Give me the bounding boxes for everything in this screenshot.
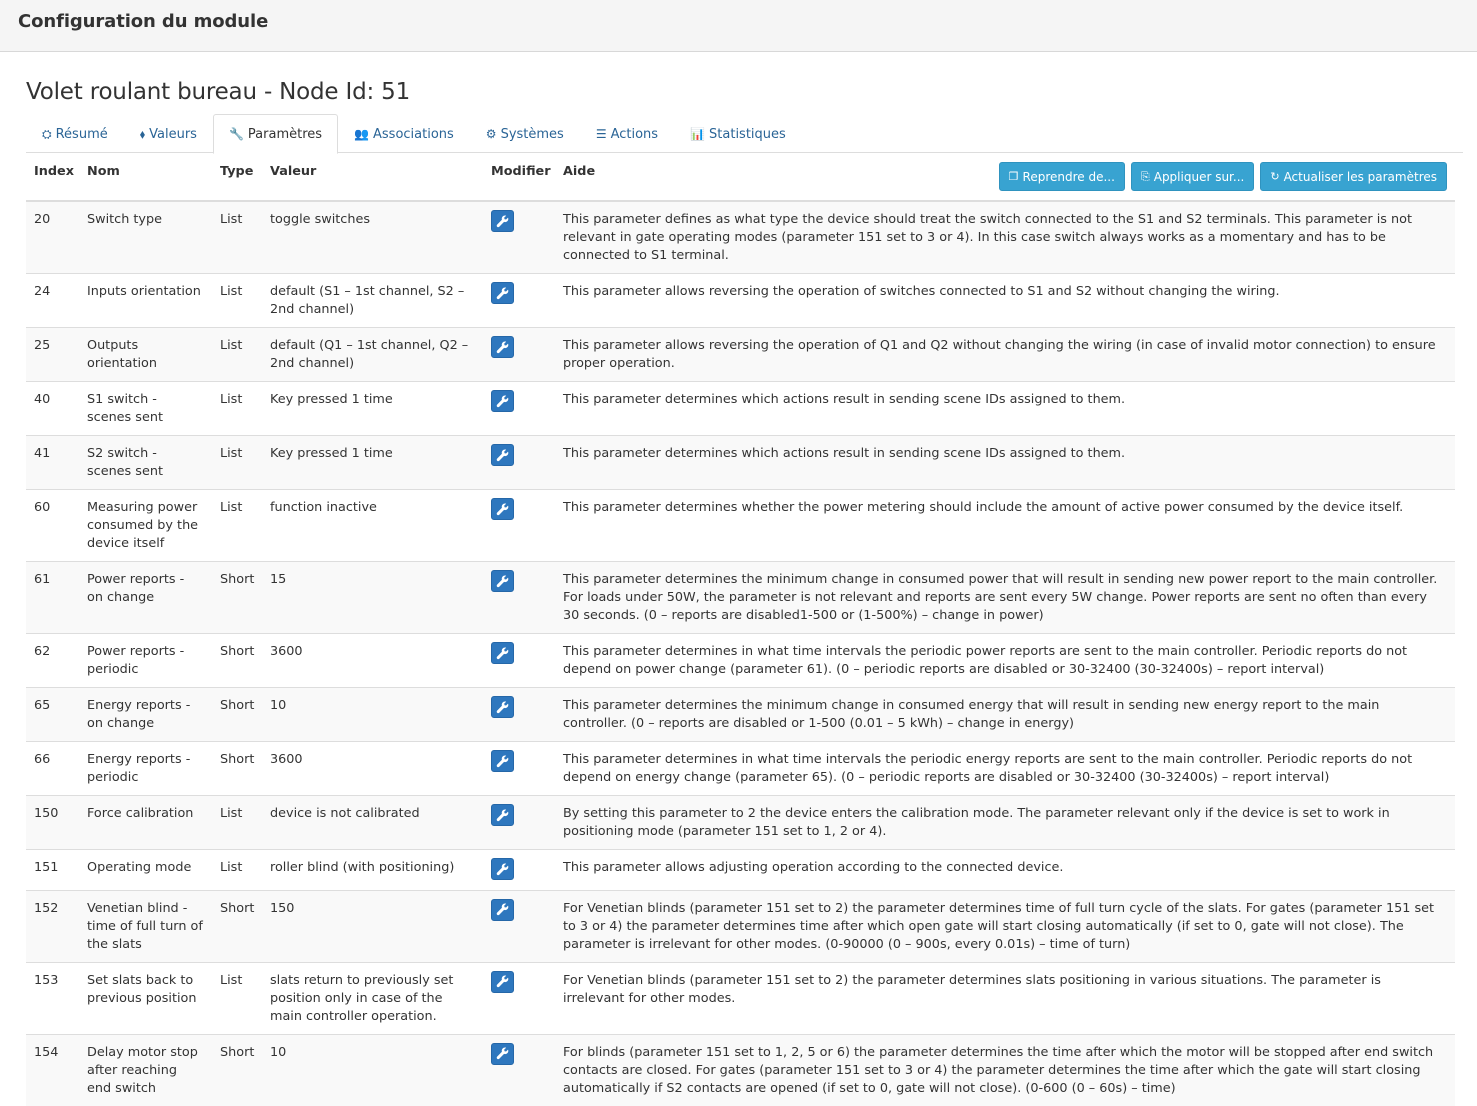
cell-help: For Venetian blinds (parameter 151 set to 2) the parameter determines time of full turn cycle of the slats. For gates (parameter 151 set to 3 or 4) the parameter determines time after which open gate will start closing automatically (if set to 0, gate will not close). The parameter is irrelevant for other modes. (0-90000 (0 – 900s, every 0.01s) – time of turn) [555, 890, 1455, 962]
cell-type: Short [212, 634, 262, 688]
dashboard-icon: ⛭ [42, 126, 52, 141]
wrench-icon [496, 701, 509, 714]
copy-icon: ❐ [1008, 169, 1019, 183]
wrench-icon [496, 287, 509, 300]
table-row [26, 634, 1455, 688]
cell-index: 62 [26, 634, 79, 688]
edit-parameter-button[interactable] [491, 1043, 514, 1065]
wrench-icon [496, 647, 509, 660]
bar-chart-icon: 📊 [690, 127, 706, 141]
cell-type: Short [212, 1034, 262, 1106]
edit-parameter-button[interactable] [491, 210, 514, 232]
cell-value: device is not calibrated [262, 796, 483, 850]
cell-help: This parameter determines which actions result in sending scene IDs assigned to them. [555, 436, 1455, 490]
cell-help: This parameter allows adjusting operation according to the connected device. [555, 850, 1455, 891]
cell-value: roller blind (with positioning) [262, 850, 483, 891]
table-row [26, 562, 1455, 634]
tab-label: Paramètres [247, 126, 323, 142]
wrench-icon [496, 395, 509, 408]
cell-index: 66 [26, 742, 79, 796]
cell-modify [483, 688, 555, 742]
cell-index: 153 [26, 962, 79, 1034]
cell-value: 10 [262, 1034, 483, 1106]
header-help [555, 153, 1455, 201]
cell-help: This parameter determines in what time intervals the periodic energy reports are sent to the main controller. Periodic reports do not depend on energy change (parameter 65). (0 – periodic reports are disabled or 30-32400 (30-32400s) – report interval) [555, 742, 1455, 796]
copy-from-button[interactable] [999, 162, 1125, 191]
table-row [26, 328, 1455, 382]
cell-type: List [212, 490, 262, 562]
cell-help: This parameter determines in what time intervals the periodic power reports are sent to the main controller. Periodic reports do not depend on power change (parameter 61). (0 – periodic reports are disabled or 30-32400 (30-32400s) – report interval) [555, 634, 1455, 688]
wrench-icon: 🔧 [228, 127, 244, 141]
cell-name: Outputs orientation [79, 328, 212, 382]
cell-name: Venetian blind - time of full turn of the slats [79, 890, 212, 962]
cell-index: 152 [26, 890, 79, 962]
table-header-row [26, 153, 1455, 201]
edit-parameter-button[interactable] [491, 390, 514, 412]
cell-value: 15 [262, 562, 483, 634]
cell-name: Measuring power consumed by the device itself [79, 490, 212, 562]
table-row [26, 742, 1455, 796]
wrench-icon [496, 903, 509, 916]
cell-modify [483, 562, 555, 634]
table-row [26, 274, 1455, 328]
cell-modify [483, 382, 555, 436]
edit-parameter-button[interactable] [491, 282, 514, 304]
wrench-icon [496, 341, 509, 354]
tab-label: Actions [610, 126, 659, 142]
cell-help: By setting this parameter to 2 the device enters the calibration mode. The parameter relevant only if the device is set to work in positioning mode (parameter 151 set to 1, 2 or 4). [555, 796, 1455, 850]
cell-type: List [212, 796, 262, 850]
tab-label: Associations [373, 126, 454, 142]
edit-parameter-button[interactable] [491, 444, 514, 466]
header-value: Valeur [262, 153, 483, 201]
cell-index: 24 [26, 274, 79, 328]
cell-type: Short [212, 742, 262, 796]
copy-from-label: Reprendre de... [1022, 169, 1115, 184]
cell-index: 25 [26, 328, 79, 382]
table-row [26, 382, 1455, 436]
wrench-icon [496, 215, 509, 228]
header-type: Type [212, 153, 262, 201]
cell-modify [483, 890, 555, 962]
cell-index: 65 [26, 688, 79, 742]
tab-label: Résumé [55, 126, 108, 142]
tab-sliders[interactable] [580, 114, 674, 153]
cell-help: This parameter determines the minimum change in consumed energy that will result in sending new energy report to the main controller. (0 – reports are disabled or 1-500 (0.01 – 5 kWh) – change in energy) [555, 688, 1455, 742]
clone-icon: ⎘ [1140, 169, 1150, 183]
cell-type: List [212, 382, 262, 436]
cell-help: This parameter defines as what type the device should treat the switch connected to the S1 and S2 terminals. This parameter is not relevant in gate operating modes (parameter 151 set to 3 or 4). In this case switch always works as a momentary and has to be connected to S1 terminal. [555, 201, 1455, 274]
header-buttons [999, 162, 1447, 191]
cell-type: List [212, 328, 262, 382]
edit-parameter-button[interactable] [491, 750, 514, 772]
wrench-icon [496, 575, 509, 588]
cell-index: 150 [26, 796, 79, 850]
cell-name: Switch type [79, 201, 212, 274]
page-title: Volet roulant bureau - Node Id: 51 [26, 79, 410, 105]
tab-label: Valeurs [149, 126, 197, 142]
edit-parameter-button[interactable] [491, 971, 514, 993]
tag-icon: ⬧ [139, 126, 146, 141]
edit-parameter-button[interactable] [491, 498, 514, 520]
cell-type: Short [212, 562, 262, 634]
cell-help: This parameter determines whether the power metering should include the amount of active power consumed by the device itself. [555, 490, 1455, 562]
cogs-icon: ⚙ [485, 127, 497, 141]
cell-index: 154 [26, 1034, 79, 1106]
tab-tag[interactable] [124, 114, 213, 153]
cell-modify [483, 274, 555, 328]
cell-modify [483, 742, 555, 796]
wrench-icon [496, 1047, 509, 1060]
cell-modify [483, 634, 555, 688]
wrench-icon [496, 975, 509, 988]
wrench-icon [496, 503, 509, 516]
refresh-parameters-label: Actualiser les paramètres [1283, 169, 1437, 184]
wrench-icon [496, 863, 509, 876]
tab-label: Statistiques [709, 126, 786, 142]
cell-value: Key pressed 1 time [262, 382, 483, 436]
edit-parameter-button[interactable] [491, 336, 514, 358]
cell-name: S2 switch - scenes sent [79, 436, 212, 490]
main-content [0, 77, 1477, 1106]
cell-name: S1 switch - scenes sent [79, 382, 212, 436]
header-help-label: Aide [563, 164, 596, 179]
tab-dashboard[interactable] [26, 114, 124, 153]
cell-help: For Venetian blinds (parameter 151 set to 2) the parameter determines slats positioning in various situations. The parameter is irrelevant for other modes. [555, 962, 1455, 1034]
table-row [26, 688, 1455, 742]
refresh-icon: ↻ [1270, 169, 1280, 183]
cell-index: 61 [26, 562, 79, 634]
cell-modify [483, 328, 555, 382]
cell-modify [483, 436, 555, 490]
cell-name: Power reports - on change [79, 562, 212, 634]
cell-type: List [212, 962, 262, 1034]
tab-cogs[interactable] [470, 114, 580, 153]
cell-name: Power reports - periodic [79, 634, 212, 688]
cell-index: 151 [26, 850, 79, 891]
header-modify: Modifier [483, 153, 555, 201]
edit-parameter-button[interactable] [491, 642, 514, 664]
cell-name: Energy reports - on change [79, 688, 212, 742]
cell-value: default (Q1 – 1st channel, Q2 – 2nd channel) [262, 328, 483, 382]
edit-parameter-button[interactable] [491, 570, 514, 592]
modal-title: Configuration du module [18, 11, 269, 32]
table-row [26, 490, 1455, 562]
users-icon: 👥 [354, 127, 369, 141]
edit-parameter-button[interactable] [491, 858, 514, 880]
table-row [26, 962, 1455, 1034]
cell-value: 150 [262, 890, 483, 962]
cell-help: This parameter determines which actions result in sending scene IDs assigned to them. [555, 382, 1455, 436]
cell-modify [483, 201, 555, 274]
cell-help: For blinds (parameter 151 set to 1, 2, 5 or 6) the parameter determines the time after which the motor will be stopped after end switch contacts are closed. For gates (parameter 151 set to 3 or 4) the parameter determines the time after which the gate will start closing automatically if S2 contacts are opened (if set to 0, gate will not close). (0-600 (0 – 60s) – time) [555, 1034, 1455, 1106]
cell-name: Energy reports - periodic [79, 742, 212, 796]
cell-value: function inactive [262, 490, 483, 562]
cell-modify [483, 1034, 555, 1106]
cell-type: List [212, 436, 262, 490]
wrench-icon [496, 755, 509, 768]
cell-name: Force calibration [79, 796, 212, 850]
cell-modify [483, 962, 555, 1034]
cell-index: 40 [26, 382, 79, 436]
cell-value: Key pressed 1 time [262, 436, 483, 490]
tab-bar [26, 114, 1463, 153]
apply-to-label: Appliquer sur... [1153, 169, 1245, 184]
edit-parameter-button[interactable] [491, 899, 514, 921]
header-name: Nom [79, 153, 212, 201]
cell-value: toggle switches [262, 201, 483, 274]
cell-name: Delay motor stop after reaching end switch [79, 1034, 212, 1106]
cell-type: Short [212, 688, 262, 742]
table-row [26, 890, 1455, 962]
cell-value: 3600 [262, 634, 483, 688]
cell-type: List [212, 850, 262, 891]
edit-parameter-button[interactable] [491, 696, 514, 718]
cell-index: 41 [26, 436, 79, 490]
header-index: Index [26, 153, 79, 201]
tab-bar-chart[interactable] [674, 114, 802, 153]
table-row [26, 796, 1455, 850]
cell-name: Set slats back to previous position [79, 962, 212, 1034]
cell-type: Short [212, 890, 262, 962]
cell-modify [483, 850, 555, 891]
cell-modify [483, 796, 555, 850]
cell-value: slats return to previously set position only in case of the main controller operation. [262, 962, 483, 1034]
cell-help: This parameter determines the minimum change in consumed power that will result in sending new power report to the main controller. For loads under 50W, the parameter is not relevant and reports are sent every 5W change. Power reports are sent no often than every 30 seconds. (0 – reports are disabled1-500 or (1-500%) – change in power) [555, 562, 1455, 634]
wrench-icon [496, 809, 509, 822]
cell-help: This parameter allows reversing the operation of switches connected to S1 and S2 without changing the wiring. [555, 274, 1455, 328]
cell-value: 3600 [262, 742, 483, 796]
refresh-parameters-button[interactable] [1260, 162, 1447, 191]
cell-modify [483, 490, 555, 562]
cell-value: default (S1 – 1st channel, S2 – 2nd channel) [262, 274, 483, 328]
modal-header [0, 0, 1477, 52]
tab-wrench[interactable] [213, 114, 338, 154]
wrench-icon [496, 449, 509, 462]
cell-name: Inputs orientation [79, 274, 212, 328]
apply-to-button[interactable] [1131, 162, 1254, 191]
tab-users[interactable] [338, 114, 470, 153]
sliders-icon: ☰ [595, 127, 607, 141]
table-row [26, 1034, 1455, 1106]
cell-index: 60 [26, 490, 79, 562]
tab-label: Systèmes [500, 126, 564, 142]
cell-name: Operating mode [79, 850, 212, 891]
cell-help: This parameter allows reversing the operation of Q1 and Q2 without changing the wiring (in case of invalid motor connection) to ensure proper operation. [555, 328, 1455, 382]
table-row [26, 850, 1455, 891]
cell-type: List [212, 201, 262, 274]
cell-value: 10 [262, 688, 483, 742]
table-row [26, 436, 1455, 490]
table-row [26, 201, 1455, 274]
parameters-table [26, 153, 1455, 1106]
edit-parameter-button[interactable] [491, 804, 514, 826]
cell-index: 20 [26, 201, 79, 274]
cell-type: List [212, 274, 262, 328]
